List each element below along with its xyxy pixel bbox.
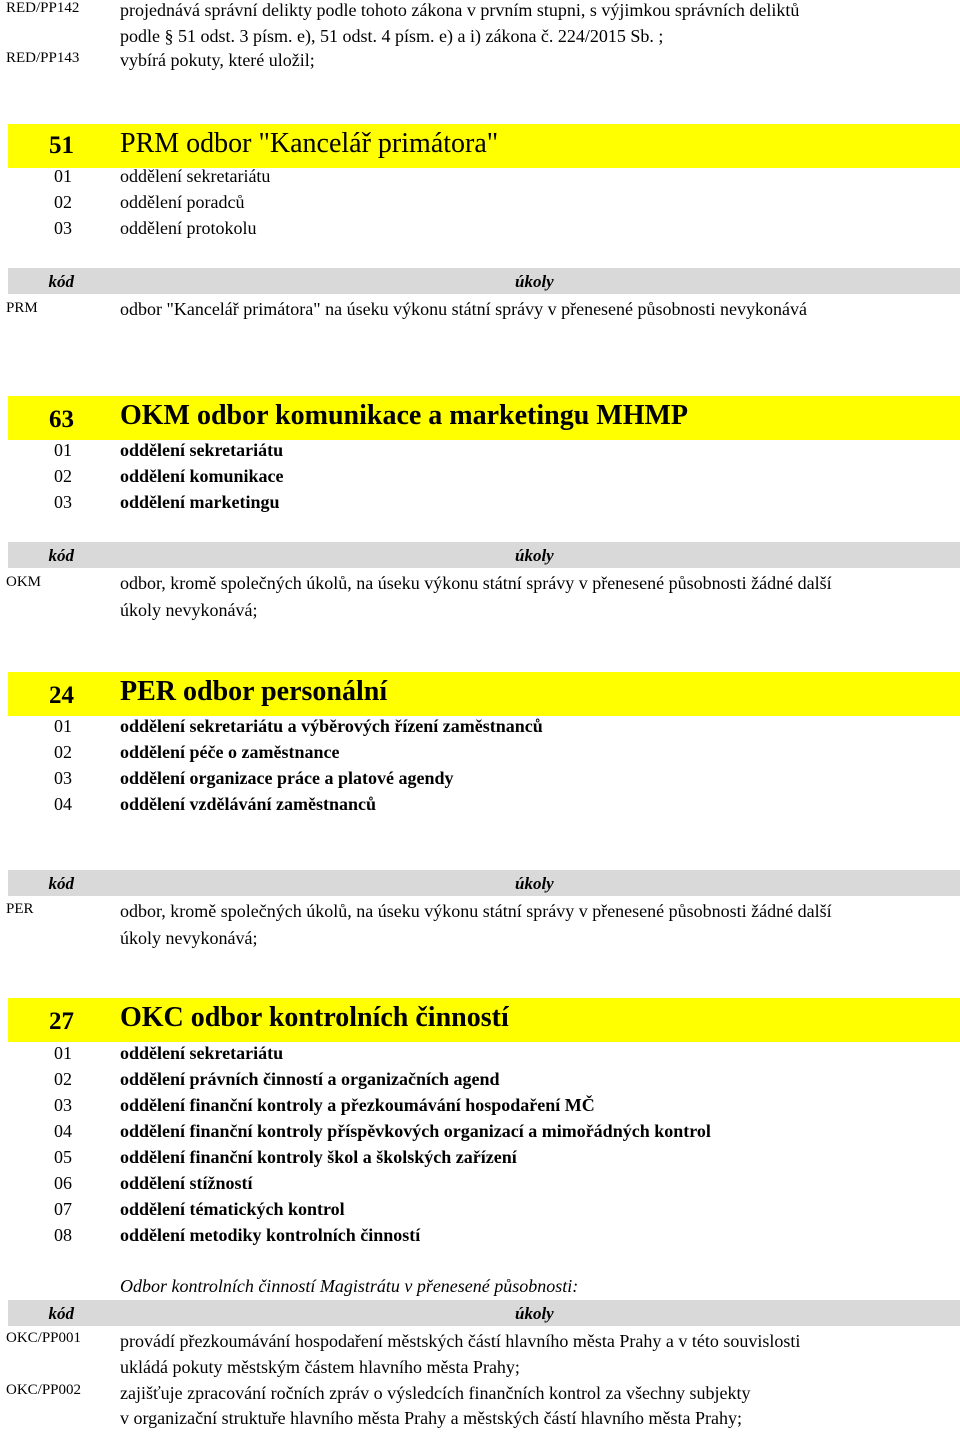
department-name: oddělení metodiky kontrolních činností (120, 1225, 421, 1245)
task-text-line: ukládá pokuty městským částem hlavního města Prahy; (120, 1357, 520, 1377)
table-header-kod: kód (48, 1304, 74, 1323)
task-text-line: úkoly nevykonává; (120, 600, 258, 620)
section-title: OKM odbor komunikace a marketingu MHMP (120, 400, 689, 431)
department-number: 02 (54, 742, 72, 762)
section-number: 63 (49, 406, 74, 433)
table-header-ukoly: úkoly (515, 272, 554, 291)
department-number: 02 (54, 466, 72, 486)
table-header-ukoly: úkoly (515, 1304, 554, 1323)
department-number: 02 (54, 1069, 72, 1089)
department-name: oddělení sekretariátu (120, 1043, 284, 1063)
department-number: 04 (54, 1121, 72, 1141)
department-name: oddělení vzdělávání zaměstnanců (120, 794, 377, 814)
top-row-text-line: vybírá pokuty, které uložil; (120, 50, 315, 70)
department-number: 01 (54, 440, 72, 460)
department-name: oddělení poradců (120, 192, 245, 212)
department-number: 02 (54, 192, 72, 212)
task-text-line: v organizační struktuře hlavního města Prahy a městských částí hlavního města Prahy; (120, 1408, 743, 1428)
department-name: oddělení komunikace (120, 466, 284, 486)
department-number: 01 (54, 1043, 72, 1063)
department-name: oddělení sekretariátu (120, 440, 284, 460)
department-name: oddělení protokolu (120, 218, 257, 238)
task-text-line: provádí přezkoumávání hospodaření městských částí hlavního města Prahy a v této souvislosti (120, 1331, 801, 1351)
table-header-ukoly: úkoly (515, 546, 554, 565)
department-number: 07 (54, 1199, 72, 1219)
top-row-text-line: projednává správní delikty podle tohoto zákona v prvním stupni, s výjimkou správních deliktů (120, 0, 800, 20)
department-number: 05 (54, 1147, 72, 1167)
table-header-band (8, 542, 960, 568)
department-name: oddělení organizace práce a platové agendy (120, 768, 454, 788)
department-name: oddělení stížností (120, 1173, 253, 1193)
task-text-line: odbor "Kancelář primátora" na úseku výkonu státní správy v přenesené působnosti nevykonává (120, 299, 808, 319)
department-name: oddělení právních činností a organizačních agend (120, 1069, 500, 1089)
department-number: 03 (54, 768, 72, 788)
department-name: oddělení tématických kontrol (120, 1199, 345, 1219)
top-row-text-line: podle § 51 odst. 3 písm. e), 51 odst. 4 písm. e) a i) zákona č. 224/2015 Sb. ; (120, 26, 664, 46)
department-number: 01 (54, 166, 72, 186)
table-header-kod: kód (48, 874, 74, 893)
table-header-band (8, 268, 960, 294)
task-text-line: odbor, kromě společných úkolů, na úseku výkonu státní správy v přenesené působnosti žádné další (120, 901, 832, 921)
department-name: oddělení finanční kontroly škol a školských zařízení (120, 1147, 517, 1167)
table-header-band (8, 870, 960, 896)
task-text-line: odbor, kromě společných úkolů, na úseku výkonu státní správy v přenesené působnosti žádné další (120, 573, 832, 593)
table-header-band (8, 1300, 960, 1326)
section-number: 51 (49, 132, 74, 159)
department-name: oddělení finanční kontroly a přezkoumávání hospodaření MČ (120, 1095, 595, 1115)
top-row-code: RED/PP142 (6, 0, 80, 16)
department-number: 03 (54, 218, 72, 238)
department-number: 01 (54, 716, 72, 736)
department-number: 03 (54, 492, 72, 512)
department-number: 04 (54, 794, 72, 814)
task-text-line: zajišťuje zpracování ročních zpráv o výsledcích finančních kontrol za všechny subjekty (120, 1383, 751, 1403)
section-number: 24 (49, 682, 74, 709)
section-note: Odbor kontrolních činností Magistrátu v přenesené působnosti: (120, 1276, 579, 1296)
department-name: oddělení marketingu (120, 492, 280, 512)
table-header-kod: kód (48, 546, 74, 565)
department-name: oddělení sekretariátu a výběrových řízení zaměstnanců (120, 716, 543, 736)
department-name: oddělení finanční kontroly příspěvkových organizací a mimořádných kontrol (120, 1121, 711, 1141)
task-code: PRM (6, 300, 38, 316)
section-title: PER odbor personální (120, 676, 388, 707)
department-number: 06 (54, 1173, 72, 1193)
section-title: PRM odbor "Kancelář primátora" (120, 128, 499, 159)
table-header-kod: kód (48, 272, 74, 291)
department-number: 03 (54, 1095, 72, 1115)
department-number: 08 (54, 1225, 72, 1245)
department-name: oddělení sekretariátu (120, 166, 271, 186)
task-code: PER (6, 901, 34, 917)
task-text-line: úkoly nevykonává; (120, 928, 258, 948)
department-name: oddělení péče o zaměstnance (120, 742, 340, 762)
task-code: OKC/PP001 (6, 1330, 82, 1346)
task-code: OKM (6, 574, 42, 590)
table-header-ukoly: úkoly (515, 874, 554, 893)
top-row-code: RED/PP143 (6, 50, 80, 66)
task-code: OKC/PP002 (6, 1382, 82, 1398)
section-title: OKC odbor kontrolních činností (120, 1002, 509, 1033)
section-number: 27 (49, 1008, 74, 1035)
